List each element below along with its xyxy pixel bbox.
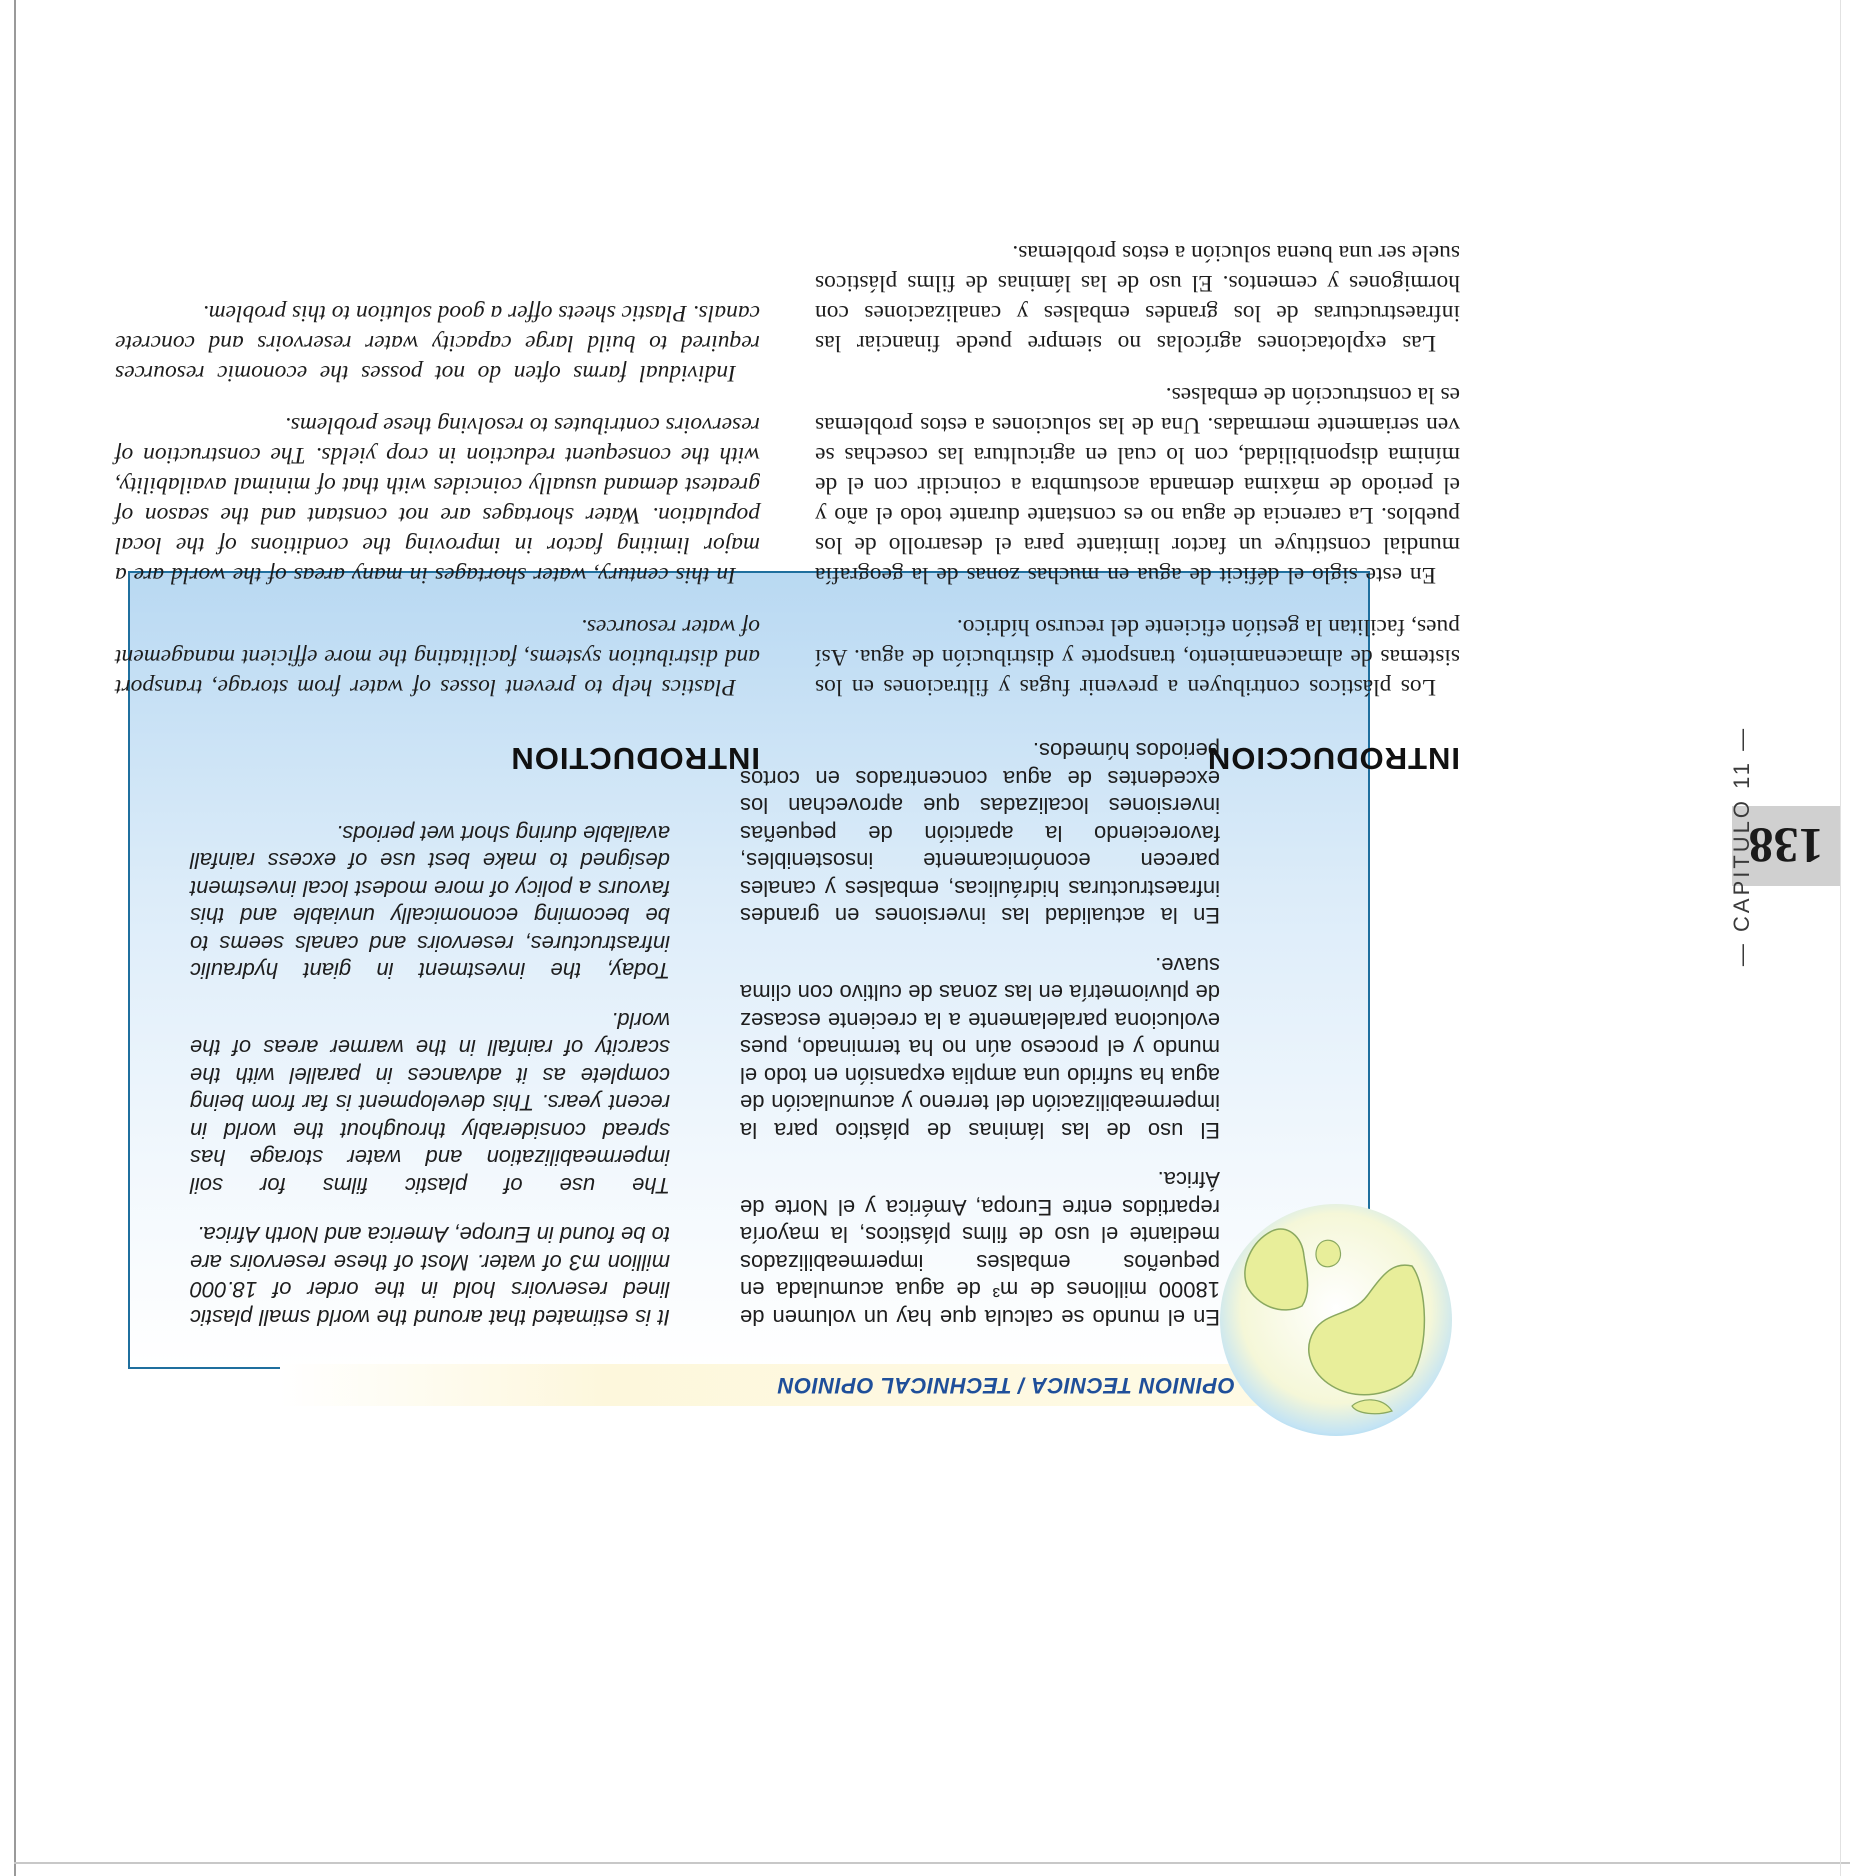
globe-icon xyxy=(1220,1204,1452,1436)
technical-opinion-english-column xyxy=(190,798,670,1332)
op-en-paragraph-1: It is estimated that around the world small plastic lined reservoirs hold in the order of 18.000 million m3 of water. Most of these reservoirs are to be found in Europe, America and North Africa. xyxy=(190,1222,670,1330)
introduction-english-column xyxy=(115,276,760,776)
introduction-spanish-column xyxy=(815,216,1460,776)
chapter-label: — CAPITULO 11 — xyxy=(1729,725,1754,967)
op-es-paragraph-1: En el mundo se calcula que hay un volumen de 18000 millones de m³ de agua acumulada en pequeños embalses impermeabilizados mediante el uso de films plásticos, la mayoría repartidos entre Europa, América y el Norte de África. xyxy=(740,1167,1220,1330)
intro-en-paragraph-1: Plastics help to prevent losses of water from storage, transport and distribution systems, facilitating the more efficient management of water resources. xyxy=(115,614,760,700)
technical-opinion-spanish-column xyxy=(740,715,1220,1331)
intro-es-paragraph-2: En este siglo el déficit de agua en muchas zonas de la geografía mundial constituye un factor limitante para el desarrollo de los pueblos. La carencia de agua no es constante durante todo el año y el periodo de máxima demanda acostumbra a coincidir con el de mínima disponibilidad, con lo cual en agricultura las cosechas se ven seriamente mermadas. Una de las soluciones a estos problemas es la construcción de embalses. xyxy=(815,382,1460,588)
op-en-paragraph-2: The use of plastic films for soil impermeabilization and water storage has spread considerably throughout the world in recent years. This development is far from being complete as it advances in parallel with the scarcity of rainfall in the warmer areas of the world. xyxy=(190,1008,670,1198)
technical-opinion-title: OPINION TECNICA / TECHNICAL OPINION xyxy=(777,1373,1235,1398)
op-es-paragraph-3: En la actualidad las inversiones en grandes infraestructuras hidráulicas, embalses y canales parecen económicamente insostenibles, favoreciendo la aparición de pequeñas inversiones localizadas que aprovechan los excedentes de agua concentrados en cortos periodos húmedos. xyxy=(740,738,1220,929)
technical-opinion-header xyxy=(280,1364,1370,1406)
intro-es-paragraph-1: Los plásticos contribuyen a prevenir fugas y filtraciones en los sistemas de almacenamiento, transporte y distribución de agua. Así pues, facilitan la gestión eficiente del recurso hídrico. xyxy=(815,614,1460,700)
intro-es-paragraph-3: Las explotaciones agrícolas no siempre puede financiar las infraestructuras de los grandes embalses y canalizaciones con hormigones y cementos. El uso de las láminas de films plásticos suele ser una buena solución a estos problemas. xyxy=(815,240,1460,356)
globe-map xyxy=(1220,1204,1452,1436)
introduction-spanish-title: INTRODUCCION xyxy=(1206,741,1460,776)
introduction-english-title: INTRODUCTION xyxy=(510,741,760,776)
page-number: 138 xyxy=(1748,818,1824,874)
op-es-paragraph-2: El uso de las láminas de plástico para la impermeabilización del terreno y acumulación de agua ha sufrido una amplia expansión en todo el mundo y el proceso aún no ha terminado, pues evoluciona paralelamente a la creciente escasez de pluviometría en las zonas de cultivo con clima suave. xyxy=(740,953,1220,1143)
intro-en-paragraph-3: Individual farms often do not posses the economic resources required to build large capacity water reservoirs and concrete canals. Plastic sheets offer a good solution to this problem. xyxy=(115,300,760,386)
intro-en-paragraph-2: In this century, water shortages in many areas of the world are a major limiting factor in improving the conditions of the local population. Water shortages are not constant and the season of greatest demand usually coincides with that of minimal availability, with the consequent reduction in crop yields. The construction of reservoirs contributes to resolving these problems. xyxy=(115,412,760,588)
op-en-paragraph-3: Today, the investment in giant hydraulic infrastructures, reservoirs and canals seems to be becoming economically unviable and this favours a policy of more modest local investment designed to make best use of excess rainfall available during short wet periods. xyxy=(190,821,670,984)
